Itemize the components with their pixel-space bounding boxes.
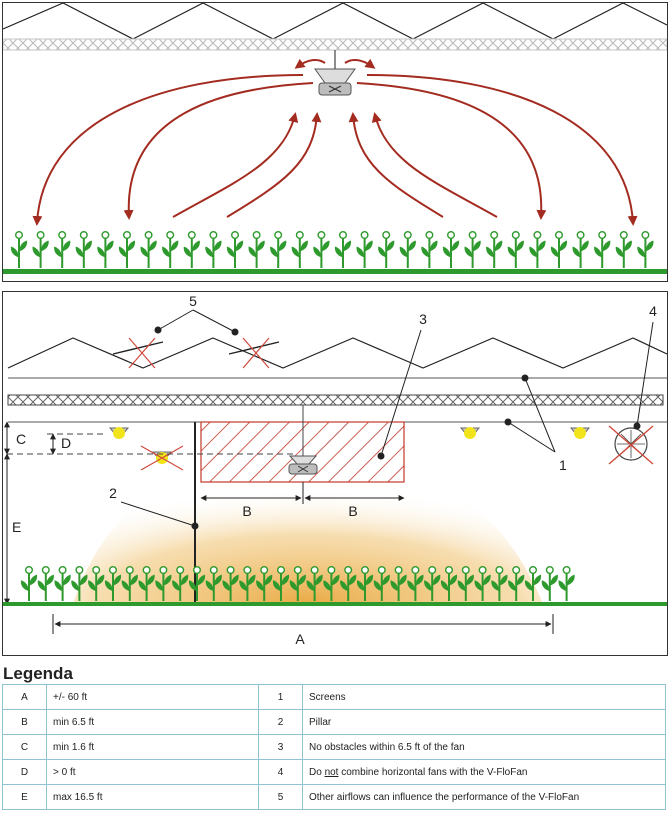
fan-icon xyxy=(315,50,355,95)
legend-number: 5 xyxy=(259,785,303,810)
svg-text:4: 4 xyxy=(649,303,657,319)
legend-row xyxy=(3,760,666,785)
svg-text:5: 5 xyxy=(189,293,197,309)
crossed-out-window-icon xyxy=(113,338,163,368)
legend-value: min 6.5 ft xyxy=(47,710,259,735)
svg-text:3: 3 xyxy=(419,311,427,327)
plant-icon xyxy=(249,232,265,268)
plant-icon xyxy=(400,232,416,268)
crossed-out-lamp-icon xyxy=(141,446,183,470)
legend-description xyxy=(303,735,666,760)
legend-number: 2 xyxy=(259,710,303,735)
lamp-icon xyxy=(461,427,479,439)
plant-icon xyxy=(616,232,632,268)
plant-icon xyxy=(184,232,200,268)
legend-description xyxy=(303,760,666,785)
plant-icon xyxy=(313,232,329,268)
callout-1 xyxy=(505,375,568,474)
plant-icon xyxy=(573,232,589,268)
legend-table xyxy=(2,684,666,810)
plant-icon xyxy=(637,232,653,268)
dimension-a xyxy=(53,614,553,647)
svg-text:C: C xyxy=(16,431,27,447)
installation-diagram xyxy=(3,292,667,655)
dimension-c xyxy=(7,422,26,454)
plant-icon xyxy=(292,232,308,268)
plant-icon xyxy=(38,567,54,601)
plant-icon xyxy=(486,232,502,268)
legend-row xyxy=(3,710,666,735)
svg-text:B: B xyxy=(242,503,252,519)
plant-icon xyxy=(119,232,135,268)
dimension-e xyxy=(7,454,21,604)
callout-5 xyxy=(155,293,239,336)
legend-number: 3 xyxy=(259,735,303,760)
legend-code: A xyxy=(3,685,47,710)
legend-number: 1 xyxy=(259,685,303,710)
legend-description-text: Pillar xyxy=(309,716,332,728)
roof-truss xyxy=(8,395,663,405)
legend-description xyxy=(303,785,666,810)
plant-icon xyxy=(11,232,27,268)
plant-icon xyxy=(54,232,70,268)
airflow-diagram xyxy=(3,3,667,281)
legend-description xyxy=(303,710,666,735)
svg-text:D: D xyxy=(61,435,72,451)
plant-icon xyxy=(529,232,545,268)
legend-value: +/- 60 ft xyxy=(47,685,259,710)
greenhouse-roof xyxy=(8,338,667,368)
legend-code: D xyxy=(3,760,47,785)
plant-icon xyxy=(443,232,459,268)
legend-description-text-end: combine horizontal fans with the V-FloFan xyxy=(338,766,528,778)
legend-description-text: Do xyxy=(309,766,325,778)
legend-number: 4 xyxy=(259,760,303,785)
legend-value: max 16.5 ft xyxy=(47,785,259,810)
dimension-d xyxy=(53,434,71,454)
greenhouse-roof xyxy=(3,3,667,39)
airflow-diagram-panel xyxy=(2,2,668,282)
plant-icon xyxy=(270,232,286,268)
svg-text:A: A xyxy=(295,631,305,647)
svg-text:B: B xyxy=(348,503,358,519)
legend-code: C xyxy=(3,735,47,760)
lamp-icon xyxy=(110,427,128,439)
plant-icon xyxy=(141,232,157,268)
plant-icon xyxy=(76,232,92,268)
legend-description xyxy=(303,685,666,710)
plant-icon xyxy=(421,232,437,268)
legend-description-emphasis: not xyxy=(324,766,339,778)
legend-row xyxy=(3,735,666,760)
legend-code: B xyxy=(3,710,47,735)
plant-row xyxy=(11,232,654,268)
plant-icon xyxy=(465,232,481,268)
legend-row xyxy=(3,685,666,710)
svg-text:1: 1 xyxy=(559,457,567,473)
roof-truss xyxy=(3,39,667,50)
plant-icon xyxy=(55,567,71,601)
legend-value: min 1.6 ft xyxy=(47,735,259,760)
plant-icon xyxy=(378,232,394,268)
ground-line xyxy=(3,602,667,606)
legend-value: > 0 ft xyxy=(47,760,259,785)
plant-icon xyxy=(21,567,37,601)
legend-description-text: Screens xyxy=(309,691,346,703)
plant-icon xyxy=(97,232,113,268)
horizontal-fan-icon xyxy=(609,426,653,464)
legend-title: Legenda xyxy=(3,664,73,683)
svg-text:2: 2 xyxy=(109,485,117,501)
plant-icon xyxy=(357,232,373,268)
plant-icon xyxy=(335,232,351,268)
svg-text:E: E xyxy=(12,519,22,535)
plant-icon xyxy=(559,567,575,601)
plant-icon xyxy=(227,232,243,268)
legend-description-text: Other airflows can influence the performance of the V-FloFan xyxy=(309,791,580,803)
legend-row xyxy=(3,785,666,810)
lamp-icon xyxy=(571,427,589,439)
legend-code: E xyxy=(3,785,47,810)
plant-icon xyxy=(33,232,49,268)
installation-diagram-panel xyxy=(2,291,668,656)
plant-icon xyxy=(508,232,524,268)
plant-icon xyxy=(162,232,178,268)
legend-description-text: No obstacles within 6.5 ft of the fan xyxy=(309,741,465,753)
plant-icon xyxy=(551,232,567,268)
plant-icon xyxy=(542,567,558,601)
plant-icon xyxy=(594,232,610,268)
callout-4 xyxy=(634,303,658,430)
plant-icon xyxy=(205,232,221,268)
ground-line xyxy=(3,269,667,274)
